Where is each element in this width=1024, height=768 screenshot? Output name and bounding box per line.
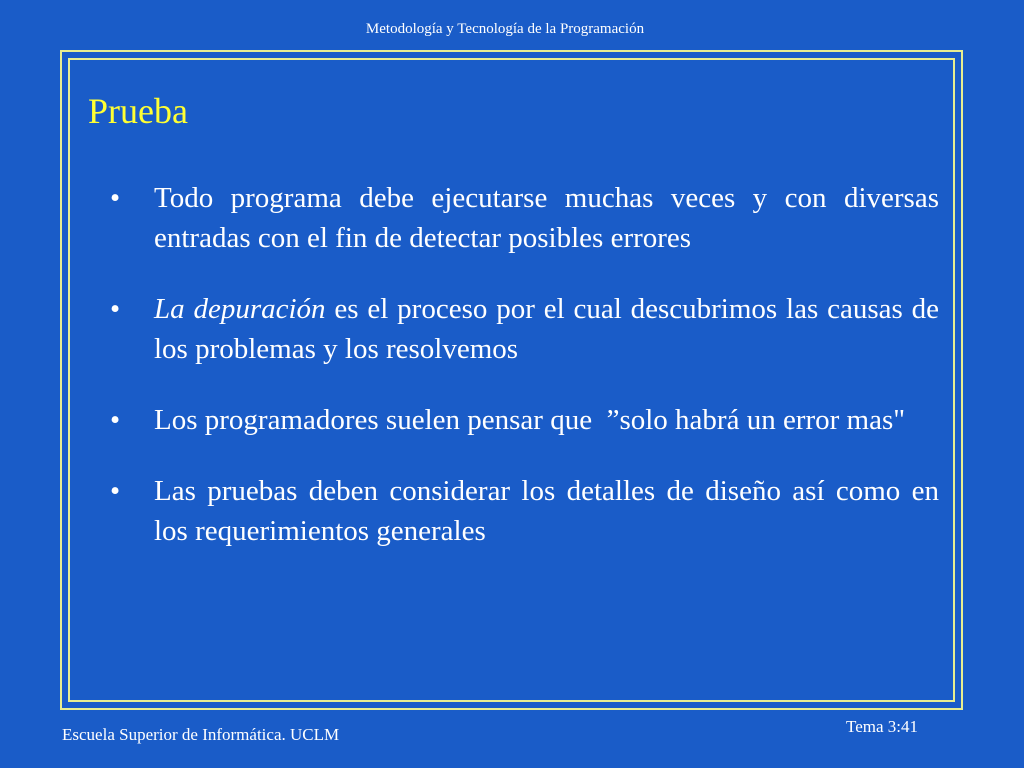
footer-page-ref: Tema 3:41 [846, 717, 918, 736]
bullet-dot: • [110, 475, 121, 507]
slide-title: Prueba [88, 91, 188, 131]
bullet-item-1 [110, 178, 939, 258]
bullet-text: Los programadores suelen pensar que ”solo habrá un error mas" [154, 404, 906, 436]
bullet-item-2 [110, 289, 939, 369]
bullet-text: Todo programa debe ejecutarse muchas veces y con diversas entradas con el fin de detectar posibles errores [154, 182, 939, 254]
bullet-text: Las pruebas deben considerar los detalles de diseño así como en los requerimientos generales [154, 475, 939, 547]
bullet-dot: • [110, 404, 121, 436]
bullet-dot: • [110, 293, 121, 325]
bullet-item-3 [110, 400, 939, 440]
bullet-text: es el proceso por el cual descubrimos las causas de los problemas y los resolvemos [154, 293, 939, 365]
bullet-item-4 [110, 471, 939, 551]
bullet-list [110, 178, 939, 582]
course-title: Metodología y Tecnología de la Programación [365, 21, 645, 37]
bullet-dot: • [110, 182, 121, 214]
bullet-italic-term: La depuración [154, 293, 326, 325]
footer-school: Escuela Superior de Informática. UCLM [62, 725, 340, 744]
